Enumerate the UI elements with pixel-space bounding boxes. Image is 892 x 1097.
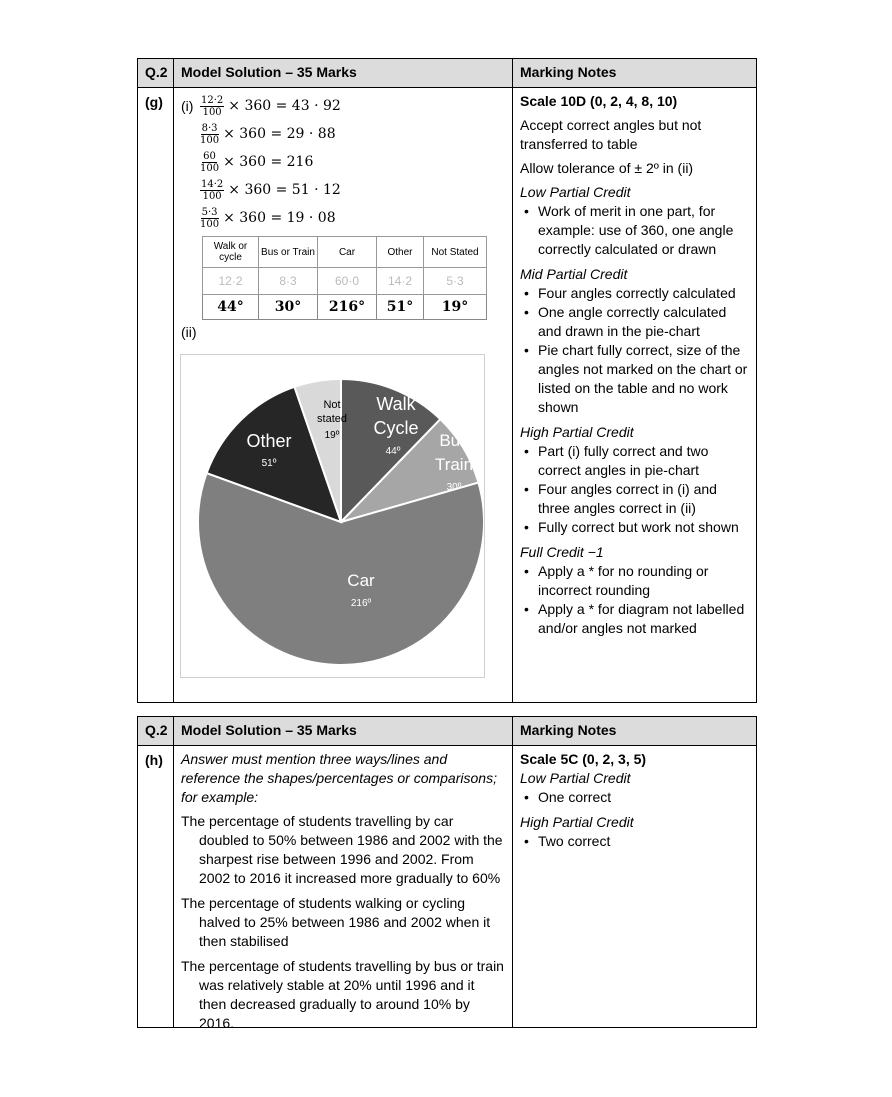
pie-label: 44º	[385, 446, 401, 457]
list-item: • Apply a * for diagram not labelled and/or angles not marked	[520, 600, 749, 638]
pie-label: Cycle	[373, 418, 419, 438]
angle-table-row	[203, 237, 487, 268]
low-partial-title: Low Partial Credit	[520, 770, 631, 786]
full-credit-title: Full Credit −1	[520, 544, 604, 560]
answer-instruction: Answer must mention three ways/lines and reference the shapes/percentages or comparisons; for example:	[181, 751, 497, 805]
angle-cell: 44°	[203, 295, 259, 320]
scale-label: Scale 5C (0, 2, 3, 5)	[520, 751, 647, 767]
fraction	[200, 207, 219, 230]
mid-partial-title: Mid Partial Credit	[520, 266, 628, 282]
part-label: (h)	[138, 746, 174, 1028]
numerator: 8·3	[201, 122, 218, 134]
list-item: • Four angles correct in (i) and three angles correct in (ii)	[520, 480, 749, 518]
solution-cell	[174, 746, 513, 1031]
solution-cell	[174, 88, 513, 703]
pie-chart	[181, 355, 484, 677]
equation	[200, 120, 505, 148]
numerator: 12·2	[201, 94, 224, 106]
percentage-cell: 8·3	[259, 268, 318, 295]
part-ii-label: (ii)	[181, 324, 197, 340]
pie-label: Bus	[439, 431, 469, 450]
angle-table-row	[203, 295, 487, 320]
angle-cell: 216°	[318, 295, 377, 320]
equation-result: × 360 = 29 · 88	[223, 126, 336, 142]
high-partial-title: High Partial Credit	[520, 814, 634, 830]
equation	[200, 92, 505, 120]
table-header	[138, 717, 756, 746]
low-partial-title: Low Partial Credit	[520, 184, 631, 200]
equation	[200, 148, 505, 176]
numerator: 14·2	[201, 178, 224, 190]
marking-notes-heading: Marking Notes	[520, 64, 617, 80]
percentage-cell: 5·3	[424, 268, 487, 295]
list-item: • Apply a * for no rounding or incorrect rounding	[520, 562, 749, 600]
pie-label: 19º	[324, 430, 340, 441]
question-g-table	[137, 58, 757, 703]
angle-table-row	[203, 268, 487, 295]
table-header-cell: Car	[318, 237, 377, 268]
list-item: • One angle correctly calculated and drawn in the pie-chart	[520, 303, 749, 341]
denominator: 100	[202, 106, 222, 118]
pie-label: Walk	[376, 394, 416, 414]
marking-notes-heading: Marking Notes	[520, 722, 617, 738]
scale-label: Scale 10D (0, 2, 4, 8, 10)	[520, 93, 678, 109]
mid-partial-list	[520, 284, 749, 417]
fraction	[200, 95, 224, 118]
list-item: • Pie chart fully correct, size of the angles not marked on the chart or listed on the table and no work shown	[520, 341, 749, 417]
full-credit-list	[520, 562, 749, 638]
high-partial-list	[520, 442, 749, 537]
equation-list	[181, 92, 505, 232]
list-item: • Work of merit in one part, for example: use of 360, one angle correctly calculated or drawn	[520, 202, 749, 259]
table-header-cell: Walk or cycle	[203, 237, 259, 268]
example-bus-train: The percentage of students travelling by bus or train was relatively stable at 20% until 1996 and it then decreased gradually to around 10% by 2016.	[181, 958, 504, 1031]
note-accept: Accept correct angles but not transferred to table	[520, 117, 702, 152]
equation-result: × 360 = 43 · 92	[228, 98, 341, 114]
part-label: (g)	[138, 88, 174, 703]
list-item: • One correct	[520, 788, 749, 807]
question-number: Q.2	[138, 59, 174, 87]
numerator: 5·3	[201, 206, 218, 218]
pie-label: stated	[317, 413, 347, 425]
model-solution-heading: Model Solution – 35 Marks	[174, 59, 513, 87]
high-partial-list	[520, 832, 749, 851]
low-partial-list	[520, 788, 749, 807]
fraction	[200, 123, 219, 146]
pie-label: 30º	[446, 482, 462, 493]
equation	[200, 176, 505, 204]
percentage-cell: 12·2	[203, 268, 259, 295]
equation	[200, 204, 505, 232]
fraction	[200, 151, 219, 174]
list-item: • Part (i) fully correct and two correct angles in pie-chart	[520, 442, 749, 480]
example-car: The percentage of students travelling by car doubled to 50% between 1986 and 2002 with the sharpest rise between 1996 and 2002. From 2002 to 2016 it increased more gradually to 60%	[181, 813, 503, 886]
list-item: • Four angles correctly calculated	[520, 284, 749, 303]
denominator: 100	[200, 218, 220, 230]
fraction	[200, 179, 224, 202]
pie-label: Not	[323, 399, 341, 411]
equation-result: × 360 = 51 · 12	[228, 182, 341, 198]
marking-notes-cell	[513, 746, 756, 1028]
question-h-table	[137, 716, 757, 1031]
low-partial-list	[520, 202, 749, 259]
marking-notes-cell	[513, 88, 756, 703]
percentage-cell: 60·0	[318, 268, 377, 295]
list-item: • Fully correct but work not shown	[520, 518, 749, 537]
angle-cell: 19°	[424, 295, 487, 320]
angle-cell: 51°	[377, 295, 424, 320]
table-header-cell: Not Stated	[424, 237, 487, 268]
pie-label: 51º	[261, 458, 277, 469]
angle-cell: 30°	[259, 295, 318, 320]
pie-chart-frame	[180, 354, 485, 678]
pie-label: 216º	[350, 598, 372, 609]
denominator: 100	[200, 162, 220, 174]
model-solution-heading: Model Solution – 35 Marks	[174, 717, 513, 745]
equation-result: × 360 = 216	[223, 154, 314, 170]
table-header-cell: Other	[377, 237, 424, 268]
numerator: 60	[203, 150, 216, 162]
pie-label: Other	[246, 431, 292, 451]
pie-label: Train	[434, 455, 474, 474]
denominator: 100	[200, 134, 220, 146]
part-i-label: (i)	[181, 98, 194, 114]
note-tolerance: Allow tolerance of ± 2º in (ii)	[520, 160, 694, 176]
angle-table	[202, 236, 487, 320]
pie-label: Car	[347, 571, 375, 590]
denominator: 100	[202, 190, 222, 202]
table-header-cell: Bus or Train	[259, 237, 318, 268]
question-number: Q.2	[138, 717, 174, 745]
high-partial-title: High Partial Credit	[520, 424, 634, 440]
percentage-cell: 14·2	[377, 268, 424, 295]
table-header	[138, 59, 756, 88]
equation-result: × 360 = 19 · 08	[223, 210, 336, 226]
list-item: • Two correct	[520, 832, 749, 851]
example-walk-cycle: The percentage of students walking or cycling halved to 25% between 1986 and 2002 when it then stabilised	[181, 895, 491, 949]
